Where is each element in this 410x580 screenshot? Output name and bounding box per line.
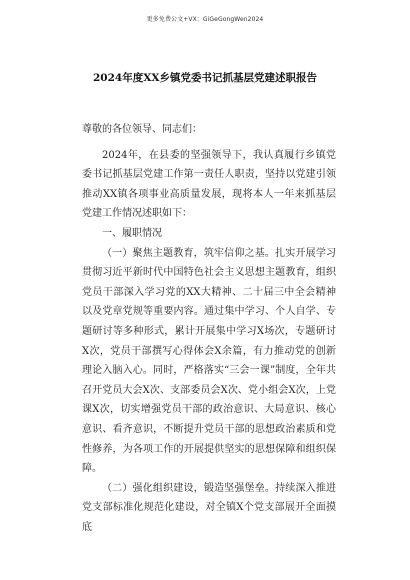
document-title: 2024年度XX乡镇党委书记抓基层党建述职报告	[92, 72, 318, 84]
header-note: 更多免费公文+VX：GiGeGongWen2024	[146, 16, 264, 23]
paragraph-theme-education: （一）聚焦主题教育，筑牢信仰之基。扎实开展学习贯彻习近平新时代中国特色社会主义思想主题教育，组织党员干部深入学习党的XX大精神、二十届三中全会精神以及党章党规等重要内容。通过集中学习、个人自学、专题研讨等多种形式，累计开展集中学习X场次，专题研讨X次，党员干部撰写心得体会X余篇，有力推动党的创新理论入脑入心。同时，严格落实“三会一课”制度，全年共召开党员大会X次、支部委员会X次、党小组会X次，上党课X次，切实增强党员干部的政治意识、大局意识、核心意识、看齐意识，不断提升党员干部的思想政治素质和党性修养，为各项工作的开展提供坚实的思想保障和组织保障。	[82, 247, 336, 475]
paragraph-intro: 2024年，在县委的坚强领导下，我认真履行乡镇党委书记抓基层党建工作第一责任人职责，坚持以党建引领推动XX镇各项事业高质量发展，现将本人一年来抓基层党建工作情况述职如下：	[82, 149, 336, 220]
document-body	[82, 120, 336, 537]
greeting: 尊敬的各位领导、同志们：	[82, 124, 202, 135]
paragraph-organization: （二）强化组织建设，锻造坚强堡垒。持续深入推进党支部标准化规范化建设，对全镇X个党支部展开全面摸底	[82, 482, 336, 533]
section-heading: 一、履职情况	[102, 227, 162, 239]
